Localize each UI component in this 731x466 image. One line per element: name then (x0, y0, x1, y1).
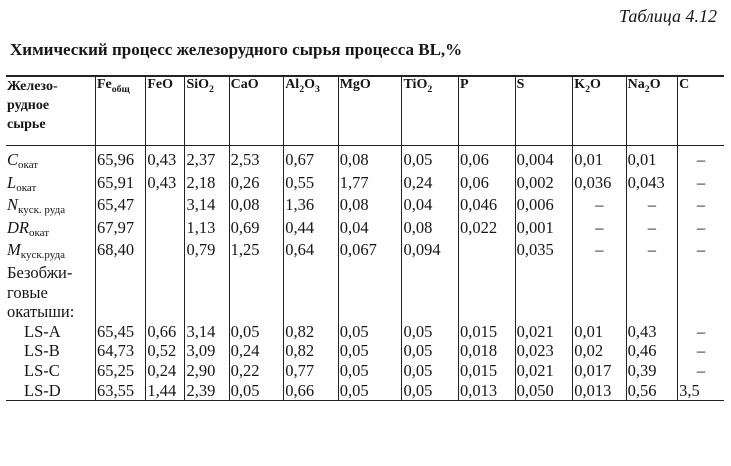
cell-sio2: 3,14 (185, 322, 229, 342)
cell-k2o: – (573, 240, 626, 263)
table-row (6, 322, 724, 342)
cell-p: 0,06 (459, 173, 516, 196)
table-row (6, 263, 724, 283)
cell-na2o: – (626, 218, 677, 241)
cell-al2o3: 0,77 (284, 361, 339, 381)
cell-fe-total: 63,55 (95, 381, 145, 401)
row-label: Nкуск. руда (7, 195, 66, 217)
cell-cao (229, 302, 284, 322)
cell-s: 0,035 (515, 240, 573, 263)
cell-s: 0,023 (515, 341, 573, 361)
cell-al2o3: 0,66 (284, 381, 339, 401)
cell-mgo: 1,77 (338, 173, 402, 196)
cell-tio2: 0,05 (402, 322, 459, 342)
table-row (6, 283, 724, 303)
cell-feo (146, 240, 185, 263)
cell-na2o (626, 302, 677, 322)
cell-fe-total: 65,45 (95, 322, 145, 342)
cell-cao: 0,08 (229, 195, 284, 218)
header-sio2: SiO$_2$ (185, 76, 229, 146)
cell-c: 3,5 (678, 381, 724, 401)
header-al2o3: $Al_2O_3$ (284, 76, 339, 146)
cell-k2o: 0,017 (573, 361, 626, 381)
cell-c: – (678, 195, 724, 218)
cell-mgo: 0,05 (338, 322, 402, 342)
row-label: Cокат (7, 150, 39, 171)
cell-c: – (678, 361, 724, 381)
cell-na2o: 0,043 (626, 173, 677, 196)
header-c: C (678, 76, 724, 146)
cell-mgo: 0,05 (338, 381, 402, 401)
header-na2o: $Na_2O$ (626, 76, 677, 146)
cell-c: – (678, 322, 724, 342)
cell-tio2 (402, 283, 459, 303)
cell-sio2 (185, 263, 229, 283)
cell-sio2: 2,18 (185, 173, 229, 196)
table-row (6, 361, 724, 381)
cell-s (515, 302, 573, 322)
row-label: Lокат (7, 172, 37, 194)
table-row (6, 146, 724, 173)
cell-p: 0,046 (459, 195, 516, 218)
cell-s: 0,002 (515, 173, 573, 196)
cell-mgo (338, 283, 402, 303)
cell-mgo: 0,08 (338, 146, 402, 173)
cell-fe-total: 65,96 (95, 146, 145, 173)
row-label: LS-C (24, 360, 60, 380)
table-row (6, 240, 724, 263)
row-label: Mкуск.руда (7, 240, 66, 262)
cell-k2o: 0,013 (573, 381, 626, 401)
cell-al2o3: 0,82 (284, 341, 339, 361)
cell-cao: 2,53 (229, 146, 284, 173)
cell-na2o: – (626, 195, 677, 218)
cell-sio2 (185, 302, 229, 322)
row-label: окатыши: (7, 302, 75, 322)
cell-cao: 0,24 (229, 341, 284, 361)
cell-tio2 (402, 263, 459, 283)
cell-p (459, 263, 516, 283)
cell-p: 0,015 (459, 361, 516, 381)
cell-tio2 (402, 302, 459, 322)
cell-s: 0,004 (515, 146, 573, 173)
cell-cao (229, 283, 284, 303)
cell-al2o3 (284, 263, 339, 283)
table-row (6, 341, 724, 361)
cell-fe-total: 65,25 (95, 361, 145, 381)
header-p: P (459, 76, 516, 146)
cell-sio2: 2,39 (185, 381, 229, 401)
cell-na2o: 0,43 (626, 322, 677, 342)
cell-p (459, 302, 516, 322)
cell-s: 0,006 (515, 195, 573, 218)
cell-k2o: – (573, 218, 626, 241)
header-row (6, 76, 724, 146)
cell-al2o3: 0,44 (284, 218, 339, 241)
cell-fe-total: 65,47 (95, 195, 145, 218)
cell-p: 0,015 (459, 322, 516, 342)
cell-sio2: 0,79 (185, 240, 229, 263)
cell-tio2: 0,05 (402, 341, 459, 361)
row-label: Безобжи- (7, 262, 73, 282)
cell-fe-total (95, 263, 145, 283)
cell-p (459, 240, 516, 263)
cell-mgo (338, 263, 402, 283)
chemistry-table (6, 75, 724, 401)
cell-s: 0,050 (515, 381, 573, 401)
cell-tio2: 0,05 (402, 146, 459, 173)
cell-p: 0,018 (459, 341, 516, 361)
cell-tio2: 0,05 (402, 361, 459, 381)
table-row (6, 173, 724, 196)
table-body (6, 146, 724, 401)
cell-cao: 0,05 (229, 381, 284, 401)
cell-s (515, 263, 573, 283)
cell-tio2: 0,094 (402, 240, 459, 263)
cell-feo (146, 195, 185, 218)
cell-s (515, 283, 573, 303)
cell-fe-total: 67,97 (95, 218, 145, 241)
cell-na2o: 0,39 (626, 361, 677, 381)
cell-na2o: 0,46 (626, 341, 677, 361)
cell-sio2: 3,09 (185, 341, 229, 361)
header-mgo: MgO (338, 76, 402, 146)
row-label: LS-B (24, 341, 60, 361)
cell-feo: 0,43 (146, 173, 185, 196)
cell-p (459, 283, 516, 303)
cell-c: – (678, 146, 724, 173)
row-label: LS-D (24, 380, 61, 400)
cell-c: – (678, 240, 724, 263)
table-row (6, 218, 724, 241)
cell-al2o3: 0,67 (284, 146, 339, 173)
cell-c (678, 302, 724, 322)
cell-k2o: 0,01 (573, 322, 626, 342)
cell-na2o: 0,56 (626, 381, 677, 401)
cell-na2o: 0,01 (626, 146, 677, 173)
cell-cao: 0,69 (229, 218, 284, 241)
cell-k2o: 0,01 (573, 146, 626, 173)
table-row (6, 302, 724, 322)
cell-cao: 0,22 (229, 361, 284, 381)
cell-al2o3: 1,36 (284, 195, 339, 218)
cell-c: – (678, 173, 724, 196)
cell-c: – (678, 218, 724, 241)
row-label: говые (7, 282, 48, 302)
header-fe-total: $Fe_{общ}$ (95, 76, 145, 146)
header-tio2: TiO$_2$ (402, 76, 459, 146)
cell-s: 0,021 (515, 361, 573, 381)
cell-k2o (573, 283, 626, 303)
table-row (6, 195, 724, 218)
cell-tio2: 0,08 (402, 218, 459, 241)
cell-feo: 0,52 (146, 341, 185, 361)
cell-sio2: 3,14 (185, 195, 229, 218)
cell-fe-total: 65,91 (95, 173, 145, 196)
cell-fe-total (95, 283, 145, 303)
cell-na2o (626, 263, 677, 283)
cell-cao: 0,26 (229, 173, 284, 196)
cell-na2o (626, 283, 677, 303)
cell-tio2: 0,24 (402, 173, 459, 196)
cell-cao: 1,25 (229, 240, 284, 263)
cell-feo: 0,66 (146, 322, 185, 342)
cell-tio2: 0,05 (402, 381, 459, 401)
cell-s: 0,021 (515, 322, 573, 342)
cell-c (678, 283, 724, 303)
cell-p: 0,06 (459, 146, 516, 173)
cell-k2o: – (573, 195, 626, 218)
cell-sio2 (185, 283, 229, 303)
cell-p: 0,013 (459, 381, 516, 401)
cell-feo: 0,43 (146, 146, 185, 173)
cell-al2o3 (284, 302, 339, 322)
cell-cao: 0,05 (229, 322, 284, 342)
cell-feo: 1,44 (146, 381, 185, 401)
cell-mgo: 0,05 (338, 361, 402, 381)
cell-s: 0,001 (515, 218, 573, 241)
cell-k2o (573, 302, 626, 322)
cell-feo (146, 302, 185, 322)
header-raw-material: Железо- рудное сырье (7, 79, 58, 132)
cell-mgo (338, 302, 402, 322)
cell-p: 0,022 (459, 218, 516, 241)
cell-feo: 0,24 (146, 361, 185, 381)
cell-feo (146, 263, 185, 283)
cell-mgo: 0,05 (338, 341, 402, 361)
cell-mgo: 0,067 (338, 240, 402, 263)
cell-feo (146, 283, 185, 303)
cell-al2o3: 0,55 (284, 173, 339, 196)
header-cao: CaO (229, 76, 284, 146)
cell-mgo: 0,04 (338, 218, 402, 241)
cell-fe-total: 68,40 (95, 240, 145, 263)
cell-tio2: 0,04 (402, 195, 459, 218)
table-number: Таблица 4.12 (618, 6, 717, 26)
cell-cao (229, 263, 284, 283)
cell-k2o (573, 263, 626, 283)
cell-sio2: 2,37 (185, 146, 229, 173)
header-k2o: $K_2O$ (573, 76, 626, 146)
cell-al2o3: 0,64 (284, 240, 339, 263)
cell-k2o: 0,02 (573, 341, 626, 361)
cell-mgo: 0,08 (338, 195, 402, 218)
cell-fe-total: 64,73 (95, 341, 145, 361)
cell-feo (146, 218, 185, 241)
table-row (6, 381, 724, 401)
row-label: LS-A (24, 321, 61, 341)
header-s: S (515, 76, 573, 146)
cell-fe-total (95, 302, 145, 322)
cell-al2o3 (284, 283, 339, 303)
cell-c: – (678, 341, 724, 361)
cell-k2o: 0,036 (573, 173, 626, 196)
cell-c (678, 263, 724, 283)
header-feo: FeO (146, 76, 185, 146)
cell-sio2: 2,90 (185, 361, 229, 381)
row-label: DRокат (7, 217, 50, 239)
cell-na2o: – (626, 240, 677, 263)
cell-sio2: 1,13 (185, 218, 229, 241)
table-title: Химический процесс железорудного сырья процесса BL,% (10, 40, 463, 59)
cell-al2o3: 0,82 (284, 322, 339, 342)
